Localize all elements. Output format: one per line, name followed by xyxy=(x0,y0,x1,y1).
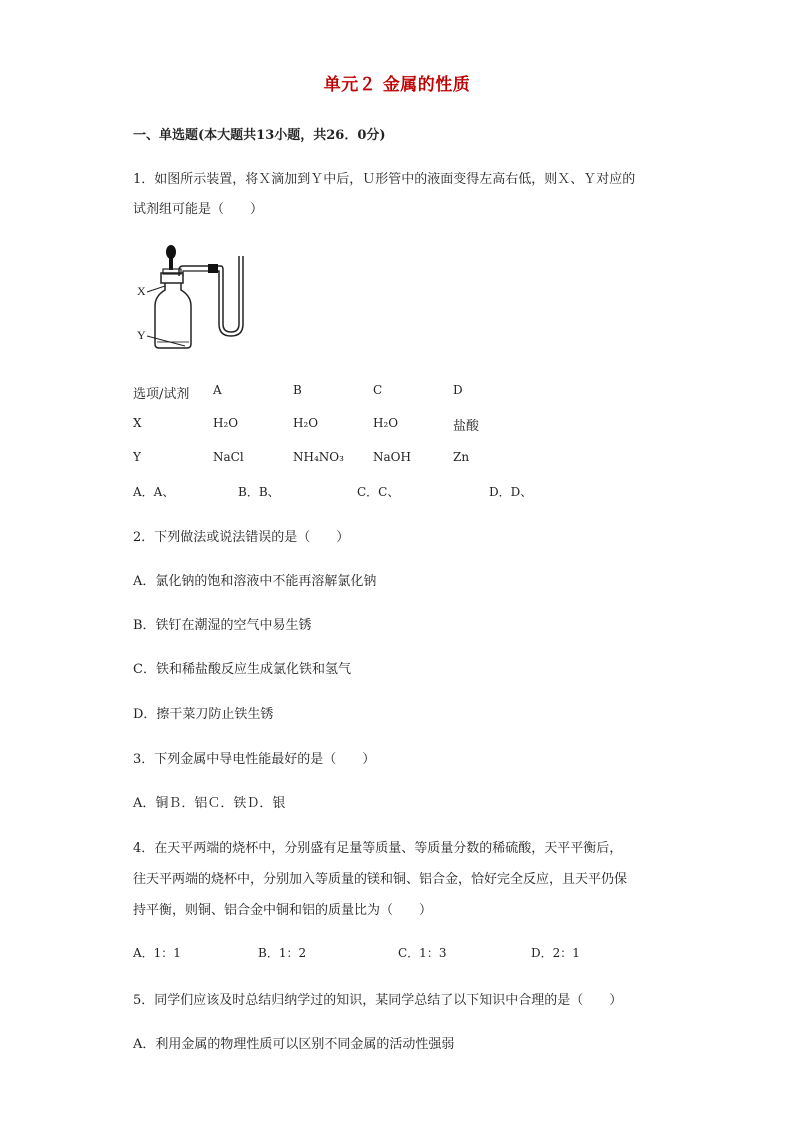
table-header-cell: C xyxy=(373,383,383,397)
q4-option-c[interactable]: C．1：3 xyxy=(398,946,447,960)
table-cell: H₂O xyxy=(293,416,319,430)
q1-option-c[interactable]: C．C、 xyxy=(357,485,400,499)
table-cell: 盐酸 xyxy=(453,419,480,434)
table-cell: NaOH xyxy=(373,450,411,464)
table-cell: H₂O xyxy=(213,416,239,430)
table-cell: X xyxy=(133,416,142,430)
q4-stem-line1: 4．在天平两端的烧杯中，分别盛有足量等质量、等质量分数的稀硫酸，天平平衡后， xyxy=(133,841,623,856)
q1-stem-line1: 1．如图所示装置，将Ｘ滴加到Ｙ中后，Ｕ形管中的液面变得左高右低，则Ｘ、Ｙ对应的 xyxy=(133,172,636,187)
table-header-cell: A xyxy=(213,383,222,397)
table-cell: H₂O xyxy=(373,416,399,430)
q4-stem-line3: 持平衡，则铜、铝合金中铜和铝的质量比为（ ） xyxy=(133,903,433,918)
table-header-cell: 选项/试剂 xyxy=(133,387,190,402)
section-heading: 一、单选题(本大题共13小题，共26．0分) xyxy=(133,128,386,143)
table-cell: Y xyxy=(133,450,141,464)
table-header-cell: B xyxy=(293,383,302,397)
q4-option-b[interactable]: B．1：2 xyxy=(258,946,307,960)
q1-option-d[interactable]: D．D、 xyxy=(489,485,533,499)
q2-option-c[interactable]: C．铁和稀盐酸反应生成氯化铁和氢气 xyxy=(133,662,351,677)
q5-stem: 5．同学们应该及时总结归纳学过的知识，某同学总结了以下知识中合理的是（ ） xyxy=(133,993,623,1008)
q3-stem: 3．下列金属中导电性能最好的是（ ） xyxy=(133,752,376,767)
figure-label-y: Y xyxy=(137,328,146,342)
q2-stem: 2．下列做法或说法错误的是（ ） xyxy=(133,530,350,545)
table-cell: NH₄NO₃ xyxy=(293,450,344,464)
apparatus-figure xyxy=(133,240,263,352)
q2-option-a[interactable]: A．氯化钠的饱和溶液中不能再溶解氯化钠 xyxy=(133,574,377,589)
figure-label-x: X xyxy=(137,284,146,298)
q4-stem-line2: 往天平两端的烧杯中，分别加入等质量的镁和铜、铝合金，恰好完全反应，且天平仍保 xyxy=(133,872,628,887)
table-cell: Zn xyxy=(453,450,470,464)
q1-stem-line2: 试剂组可能是（ ） xyxy=(133,202,264,217)
q1-option-b[interactable]: B．B、 xyxy=(238,485,280,499)
q4-option-a[interactable]: A．1：1 xyxy=(133,946,181,960)
q5-option-a[interactable]: A．利用金属的物理性质可以区别不同金属的活动性强弱 xyxy=(133,1037,455,1052)
q3-options[interactable]: A．铜Ｂ．铝Ｃ．铁Ｄ．银 xyxy=(133,796,286,811)
q2-option-d[interactable]: D．擦干菜刀防止铁生锈 xyxy=(133,707,274,722)
table-header-cell: D xyxy=(453,383,463,397)
table-cell: NaCl xyxy=(213,450,244,464)
page-title: 单元２ 金属的性质 xyxy=(323,75,471,95)
q1-option-a[interactable]: A．A、 xyxy=(133,485,175,499)
q4-option-d[interactable]: D．2：1 xyxy=(531,946,580,960)
q2-option-b[interactable]: B．铁钉在潮湿的空气中易生锈 xyxy=(133,618,312,633)
